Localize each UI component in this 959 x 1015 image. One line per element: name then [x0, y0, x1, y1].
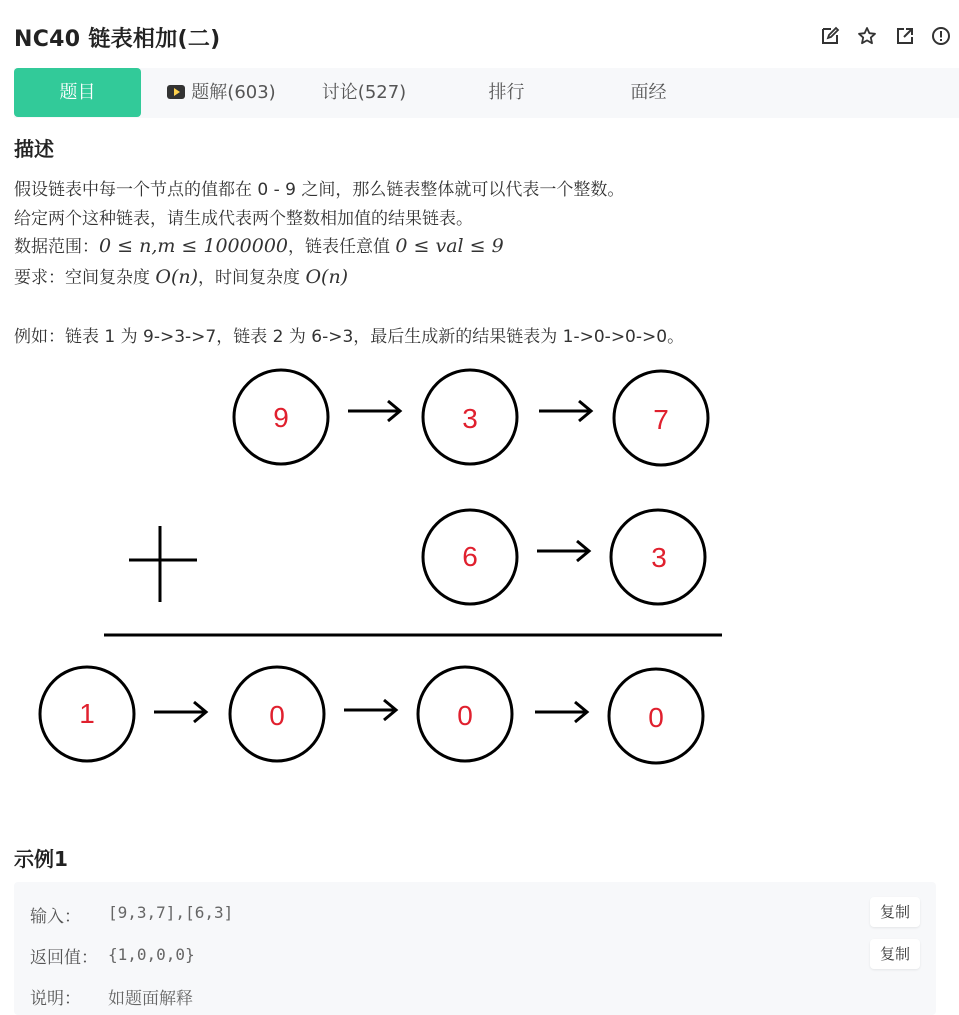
example-box	[14, 882, 936, 1015]
explain-value: 如题面解释	[108, 989, 193, 1009]
arrow-icon	[154, 702, 206, 722]
output-value: {1,0,0,0}	[108, 945, 195, 964]
copy-output-button[interactable]: 复制	[870, 939, 920, 969]
linked-list-diagram	[0, 355, 959, 815]
requirement-line	[14, 263, 348, 288]
data-range-mid: ，链表任意值	[288, 237, 396, 257]
tab-label: 题解(603)	[191, 82, 276, 103]
description-line-1: 假设链表中每一个节点的值都在 0 - 9 之间，那么链表整体就可以代表一个整数。	[14, 180, 625, 200]
tab-label: 排行	[488, 82, 525, 103]
example-title: 示例1	[14, 847, 68, 871]
node-value: 9	[273, 402, 289, 433]
arrow-icon	[537, 541, 589, 561]
node-value: 7	[653, 404, 669, 435]
tab-label: 题目	[59, 82, 96, 103]
description-line-2: 给定两个这种链表，请生成代表两个整数相加值的结果链表。	[14, 209, 473, 229]
arrow-icon	[348, 401, 400, 421]
requirement-label: 要求：空间复杂度	[14, 268, 156, 288]
arrow-icon	[539, 401, 591, 421]
info-icon[interactable]	[931, 26, 953, 48]
arrow-icon	[344, 700, 396, 720]
node-value: 3	[651, 542, 667, 573]
requirement-mid: ，时间复杂度	[198, 268, 306, 288]
node-value: 1	[79, 698, 95, 729]
edit-icon[interactable]	[820, 26, 842, 48]
time-complexity: O(n)	[305, 266, 349, 288]
node-value: 3	[462, 403, 478, 434]
problem-title: NC40 链表相加(二)	[14, 27, 221, 52]
input-label: 输入：	[30, 907, 81, 927]
external-link-icon[interactable]	[895, 26, 917, 48]
value-formula: 0 ≤ val ≤ 9	[395, 235, 504, 257]
data-range-label: 数据范围：	[14, 237, 99, 257]
tab-ranking[interactable]	[464, 68, 549, 117]
example-description: 例如：链表 1 为 9->3->7，链表 2 为 6->3，最后生成新的结果链表为 1->0->0->0。	[14, 327, 685, 347]
node-value: 6	[462, 541, 478, 572]
tab-problem[interactable]	[14, 68, 141, 117]
data-range-line	[14, 232, 504, 257]
explain-label: 说明：	[30, 989, 81, 1009]
input-value: [9,3,7],[6,3]	[108, 903, 234, 922]
tab-bar	[14, 68, 959, 118]
arrow-icon	[535, 702, 587, 722]
tab-interview[interactable]	[606, 68, 691, 117]
node-value: 0	[457, 700, 473, 731]
tab-label: 面经	[630, 82, 667, 103]
tab-solutions[interactable]	[164, 68, 279, 117]
tab-label: 讨论(527)	[321, 82, 407, 103]
node-value: 0	[269, 700, 285, 731]
space-complexity: O(n)	[155, 266, 199, 288]
description-title: 描述	[14, 137, 54, 161]
range-formula: 0 ≤ n,m ≤ 1000000	[99, 235, 288, 257]
output-label: 返回值：	[30, 948, 98, 968]
node-value: 0	[648, 702, 664, 733]
tab-discussion[interactable]	[309, 68, 419, 117]
problem-header	[0, 0, 959, 68]
video-icon	[167, 85, 185, 99]
star-icon[interactable]	[857, 26, 879, 48]
copy-input-button[interactable]: 复制	[870, 897, 920, 927]
